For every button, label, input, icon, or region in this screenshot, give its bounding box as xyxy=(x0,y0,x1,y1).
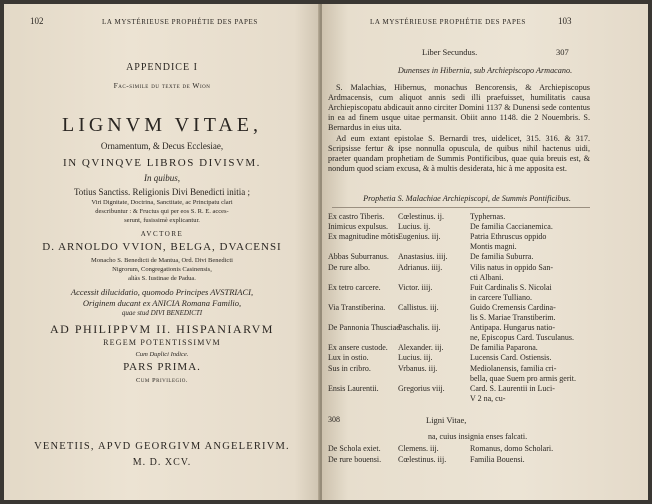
prophecy-pope: Clemens. iij. xyxy=(398,444,439,453)
main-title: LIGNVM VITAE, xyxy=(61,114,262,136)
prophecy-pope: Lucius. ij. xyxy=(398,222,431,232)
prophecy-pope: Anastasius. iiij. xyxy=(398,252,448,262)
prophecy-gloss: Patria Ethruscus oppido xyxy=(470,232,547,242)
prophecy-motto: Sus in cribro. xyxy=(328,363,371,373)
bottom-title: Ligni Vitae, xyxy=(426,415,467,425)
prophecy-pope: Cœlestinus. iij. xyxy=(398,454,447,464)
running-head: LA MYSTÉRIEUSE PROPHÉTIE DES PAPES xyxy=(370,18,526,26)
prophecy-motto: Abbas Suburranus. xyxy=(328,252,389,262)
accessit-line-1: Accessit dilucidatio, quomodo Principes AVSTRIACI, xyxy=(70,287,254,297)
accessit-line-2: Originem ducant ex ANICIA Romana Familio, xyxy=(82,298,242,308)
prophecy-gloss: De familia Suburra. xyxy=(470,252,534,262)
viri-line-1: Viri Dignitate, Doctrina, Sanctitate, ac Principatu clari xyxy=(91,199,233,206)
body-paragraph-2: Ad eum extant epistolae S. Bernardi tres, uidelicet, 315. 316. & 317. Scripsisse fertur & ipse nonnulla opuscula, de quibus nihil hactenus uidi, praeter quandam prophetiam de Summis Pontificibus, quae quia breuis est, & nondum quod sciam excusa, & à multis desiderata, hic à me apposita est. xyxy=(328,134,590,174)
year-line: M. D. XCV. xyxy=(132,457,192,468)
pars-prima: PARS PRIMA. xyxy=(123,361,201,373)
prophecy-motto: Inimicus expulsus. xyxy=(328,222,388,232)
prophecy-gloss: Fuit Cardinalis S. Nicolai xyxy=(470,282,552,292)
body-paragraph-1: S. Malachias, Hibernus, monachus Bencorensis, & Archiepiscopus Ardmacensis, cum aliquot annis sedi illi praefuisset, humilitatis causa Archiepiscopatu abdicauit anno circiter Domini 1137 & Dunensi sede contentus in ea ad finem usque uitae permansit. Obiit anno 1148. die 2 Nouembris. S. Bernardus in eius uita. xyxy=(328,83,590,133)
prophecy-gloss: lis S. Mariae Transtiberim. xyxy=(470,313,556,322)
prophetia-heading: Prophetia S. Malachiae Archiepiscopi, de Summis Pontificibus. xyxy=(363,194,571,203)
page-number: 102 xyxy=(30,16,44,26)
prophecy-pope: Eugenius. iij. xyxy=(398,232,441,242)
book-spread xyxy=(4,4,648,500)
regem-line: REGEM POTENTISSIMVM xyxy=(103,338,221,347)
prophecy-motto: Ex magnitudine mõtis. xyxy=(328,232,401,242)
prophecy-gloss: De familia Caccianemica. xyxy=(470,222,553,232)
accessit-line-3: quae stud DIVI BENEDICTI xyxy=(121,309,203,317)
prophecy-motto: Ex ansere custode. xyxy=(328,343,388,353)
prophecy-gloss: cti Albani. xyxy=(470,272,504,282)
privilegio: Cum Privilegio. xyxy=(135,377,189,384)
prophecy-gloss: Montis magni. xyxy=(470,242,517,252)
prophecy-motto: Via Transtiberina. xyxy=(328,302,386,312)
prophecy-pope: Cœlestinus. ij. xyxy=(398,212,445,221)
viri-line-3: serunt, fusissimè explicantur. xyxy=(124,217,200,224)
sanctis-line: Totius Sanctiss. Religionis Divi Benedicti initia ; xyxy=(73,187,251,197)
prophecy-motto: De Schola exiet. xyxy=(328,444,381,453)
prophecy-motto: Ensis Laurentii. xyxy=(328,383,379,393)
heading-rule xyxy=(332,207,590,208)
prophecy-gloss: Antipapa. Hungarus natio- xyxy=(470,323,556,333)
prophecy-gloss: Typhernas. xyxy=(470,212,506,221)
prophecy-gloss: bella, quae Suem pro armis gerit. xyxy=(470,373,576,383)
in-quibus: In quibus, xyxy=(144,173,180,183)
prophecy-motto: Ex castro Tiberis. xyxy=(328,212,385,221)
right-page xyxy=(322,4,648,500)
prophecy-motto: De rure bouensi. xyxy=(328,454,382,464)
prophecy-motto: De rure albo. xyxy=(328,262,370,272)
prophecy-pope: Gregorius viij. xyxy=(398,383,445,393)
prophecy-pope: Callistus. iij. xyxy=(398,302,439,312)
books-line: IN QVINQVE LIBROS DIVISVM. xyxy=(63,157,261,169)
monacho-line-1: Monacho S. Benedicti de Mantua, Ord. Divi Benedicti xyxy=(91,257,233,264)
appendix-title: APPENDICE I xyxy=(126,62,198,73)
prophecy-gloss: Mediolanensis, familia cri- xyxy=(470,363,557,373)
page-number: 103 xyxy=(558,16,572,26)
prophecy-gloss: Lucensis Card. Ostiensis. xyxy=(470,353,552,363)
dedication-line: AD PHILIPPVM II. HISPANIARVM xyxy=(50,322,274,336)
prophecy-gloss: in carcere Tulliano. xyxy=(470,292,532,302)
facsimile-label: Fac-simile du texte de Wion xyxy=(113,81,211,90)
prophecy-gloss: Familia Bouensi. xyxy=(470,454,525,464)
prophecy-pope: Victor. iiij. xyxy=(398,282,433,292)
liber-page: 307 xyxy=(556,47,569,57)
prophecy-pope: Vrbanus. iij. xyxy=(398,363,438,373)
prophecy-pope: Lucius. iij. xyxy=(398,353,433,363)
left-page xyxy=(4,4,320,500)
author-line: D. ARNOLDO VVION, BELGA, DVACENSI xyxy=(42,241,282,253)
prophecy-gloss: V 2 na, cu- xyxy=(470,393,506,403)
prophecy-gloss: Guido Cremensis Cardina- xyxy=(470,302,556,312)
prophecy-gloss: Vilis natus in oppido San- xyxy=(470,262,554,272)
cum-duplici: Cum Duplici Indice. xyxy=(135,351,189,358)
prophecy-gloss: De familia Paparona. xyxy=(470,343,538,353)
ornament-line: Ornamentum, & Decus Ecclesiae, xyxy=(100,141,224,151)
bottom-continuation: na, cuius insignia enses falcati. xyxy=(428,432,528,441)
prophecy-pope: Alexander. iij. xyxy=(398,343,444,353)
prophecy-gloss: ne, Episcopus Card. Tusculanus. xyxy=(470,333,574,343)
prophecy-motto: Ex tetro carcere. xyxy=(328,282,381,292)
imprint-line: VENETIIS, APVD GEORGIVM ANGELERIVM. xyxy=(34,441,290,452)
liber-label: Liber Secundus. xyxy=(422,47,478,57)
prophecy-gloss: Card. S. Laurentii in Luci- xyxy=(470,383,555,393)
prophecy-motto: Lux in ostio. xyxy=(328,353,369,363)
running-head: LA MYSTÉRIEUSE PROPHÉTIE DES PAPES xyxy=(102,18,258,26)
prophecy-pope: Adrianus. iiij. xyxy=(398,262,443,272)
bottom-page-number: 308 xyxy=(328,415,340,424)
viri-line-2: describuntur : & Fructus qui per eos S. R. E. acces- xyxy=(95,208,229,215)
prophecy-gloss: Romanus, domo Scholari. xyxy=(470,444,554,453)
monacho-line-3: aliàs S. Iustinae de Padua. xyxy=(128,275,196,282)
prophecy-pope: Paschalis. iij. xyxy=(398,323,441,333)
monacho-line-2: Nigrorum, Congregationis Casinensis, xyxy=(112,266,212,273)
dunenses-heading: Dunenses in Hibernia, sub Archiepiscopo Armacano. xyxy=(397,66,573,75)
prophecy-motto: De Pannonia Thusciae. xyxy=(328,323,402,333)
auctore-label: AVCTORE xyxy=(140,230,184,238)
